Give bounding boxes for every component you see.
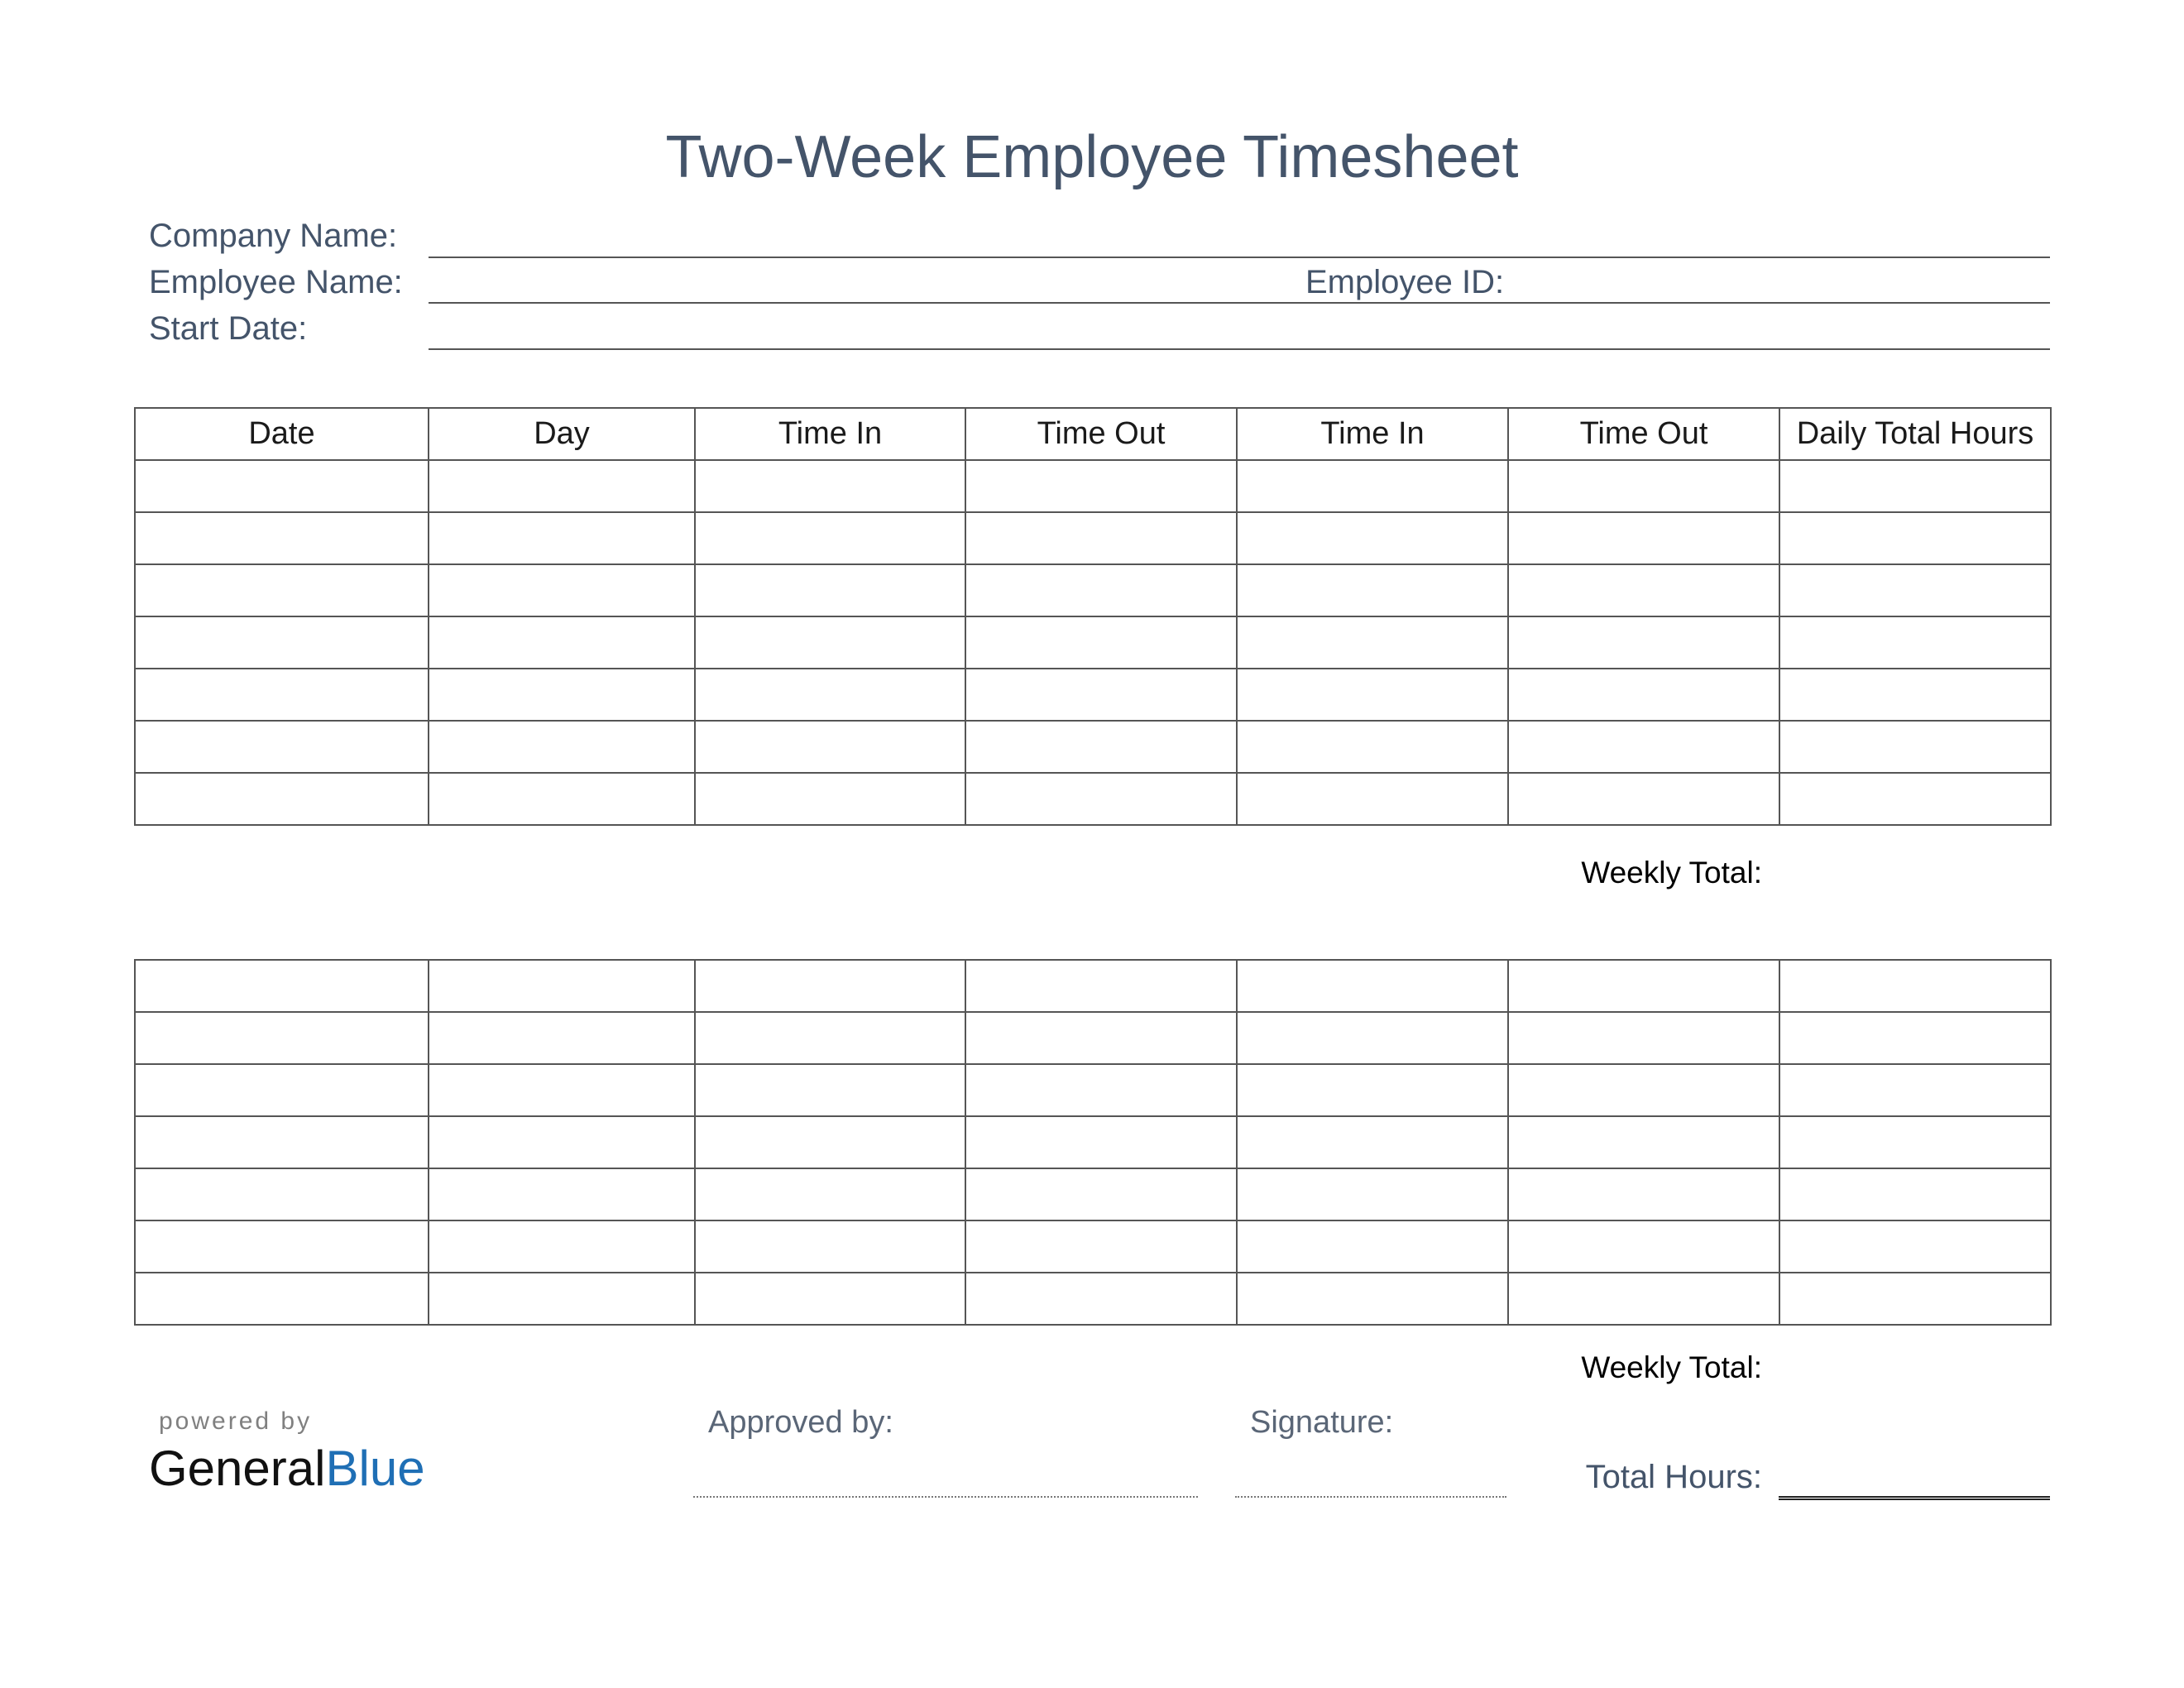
logo-text-general: General [149,1441,326,1496]
week1-cell-time-out-2[interactable] [1508,512,1779,564]
week1-cell-time-in-1[interactable] [695,460,965,512]
week1-cell-time-out-2[interactable] [1508,669,1779,721]
week2-cell-time-in-2[interactable] [1237,1168,1508,1220]
week2-cell-time-in-1[interactable] [695,1168,965,1220]
week1-cell-time-out-1[interactable] [965,616,1237,669]
week2-cell-time-in-1[interactable] [695,1064,965,1116]
powered-by-text: powered by [159,1407,313,1435]
approved-by-label: Approved by: [708,1405,893,1440]
week2-cell-date[interactable] [135,1273,429,1325]
column-header-time-out-2: Time Out [1508,408,1779,460]
week2-cell-time-in-1[interactable] [695,1012,965,1064]
week2-cell-date[interactable] [135,1116,429,1168]
column-header-daily-total-hours: Daily Total Hours [1779,408,2051,460]
table-row [135,1273,2051,1325]
week2-cell-day[interactable] [429,1012,695,1064]
week1-cell-time-out-1[interactable] [965,721,1237,773]
week2-cell-time-in-1[interactable] [695,1220,965,1273]
week2-cell-time-in-2[interactable] [1237,1116,1508,1168]
week1-cell-day[interactable] [429,616,695,669]
week2-cell-daily-total-hours[interactable] [1779,1220,2051,1273]
week2-cell-time-out-1[interactable] [965,1064,1237,1116]
week1-cell-time-out-1[interactable] [965,460,1237,512]
column-header-date: Date [135,408,429,460]
week1-cell-time-in-1[interactable] [695,564,965,616]
week2-cell-time-out-2[interactable] [1508,1220,1779,1273]
company-name-label: Company Name: [149,218,398,254]
employee-name-label: Employee Name: [149,264,403,300]
week1-cell-time-in-2[interactable] [1237,616,1508,669]
week2-cell-time-in-2[interactable] [1237,1273,1508,1325]
generalblue-logo [149,1440,425,1498]
week1-cell-daily-total-hours[interactable] [1779,773,2051,825]
week2-cell-time-in-2[interactable] [1237,1012,1508,1064]
week1-cell-daily-total-hours[interactable] [1779,512,2051,564]
week2-cell-day[interactable] [429,1064,695,1116]
week2-cell-time-out-2[interactable] [1508,1273,1779,1325]
week1-cell-day[interactable] [429,721,695,773]
week1-timesheet-table [134,407,2052,826]
week1-cell-time-in-1[interactable] [695,616,965,669]
week2-cell-date[interactable] [135,960,429,1012]
week1-cell-daily-total-hours[interactable] [1779,564,2051,616]
week1-cell-daily-total-hours[interactable] [1779,616,2051,669]
week1-cell-day[interactable] [429,773,695,825]
total-hours-field[interactable] [1779,1496,2050,1500]
week1-cell-time-in-2[interactable] [1237,460,1508,512]
week2-cell-time-out-1[interactable] [965,1116,1237,1168]
approved-by-field[interactable] [693,1496,1198,1498]
week1-cell-time-out-1[interactable] [965,512,1237,564]
column-header-time-in-1: Time In [695,408,965,460]
week1-cell-time-in-2[interactable] [1237,512,1508,564]
week2-cell-time-in-2[interactable] [1237,960,1508,1012]
week2-cell-time-out-2[interactable] [1508,960,1779,1012]
week1-cell-date[interactable] [135,773,429,825]
week2-cell-day[interactable] [429,1273,695,1325]
week2-cell-date[interactable] [135,1220,429,1273]
week1-weekly-total-label: Weekly Total: [1581,856,1762,890]
week2-cell-date[interactable] [135,1064,429,1116]
week1-cell-time-out-1[interactable] [965,669,1237,721]
week2-cell-day[interactable] [429,1116,695,1168]
table-row [135,669,2051,721]
signature-label: Signature: [1250,1405,1394,1440]
week1-cell-time-in-1[interactable] [695,773,965,825]
week2-cell-time-in-1[interactable] [695,960,965,1012]
week1-cell-day[interactable] [429,460,695,512]
table-row [135,1064,2051,1116]
start-date-label: Start Date: [149,310,308,347]
week1-cell-time-out-1[interactable] [965,773,1237,825]
table-row [135,721,2051,773]
company-name-field[interactable] [429,257,2050,258]
week1-cell-day[interactable] [429,564,695,616]
start-date-field[interactable] [429,348,2050,350]
week2-cell-time-out-1[interactable] [965,1012,1237,1064]
week1-cell-time-in-1[interactable] [695,669,965,721]
column-header-time-out-1: Time Out [965,408,1237,460]
week2-timesheet-table [134,959,2052,1326]
table-row [135,960,2051,1012]
column-header-time-in-2: Time In [1237,408,1508,460]
week2-cell-daily-total-hours[interactable] [1779,1273,2051,1325]
table-header-row [135,408,2051,460]
week2-cell-time-out-2[interactable] [1508,1064,1779,1116]
week2-cell-time-out-1[interactable] [965,1168,1237,1220]
week1-cell-time-in-2[interactable] [1237,721,1508,773]
table-row [135,1168,2051,1220]
week2-cell-time-in-2[interactable] [1237,1220,1508,1273]
employee-name-field[interactable] [429,302,2050,304]
week1-cell-time-out-1[interactable] [965,564,1237,616]
table-row [135,616,2051,669]
week1-cell-date[interactable] [135,669,429,721]
week1-cell-time-out-2[interactable] [1508,773,1779,825]
week1-cell-time-out-2[interactable] [1508,721,1779,773]
week1-cell-time-in-2[interactable] [1237,564,1508,616]
page-title: Two-Week Employee Timesheet [665,124,1519,190]
week2-cell-time-out-2[interactable] [1508,1168,1779,1220]
week2-cell-day[interactable] [429,960,695,1012]
week2-cell-time-in-1[interactable] [695,1116,965,1168]
logo-text-blue: Blue [325,1441,425,1496]
week2-cell-time-out-1[interactable] [965,960,1237,1012]
week1-cell-daily-total-hours[interactable] [1779,721,2051,773]
table-row [135,1220,2051,1273]
week2-cell-day[interactable] [429,1220,695,1273]
week2-cell-time-out-2[interactable] [1508,1116,1779,1168]
table-row [135,773,2051,825]
week2-cell-daily-total-hours[interactable] [1779,1116,2051,1168]
week1-cell-time-out-2[interactable] [1508,460,1779,512]
week1-cell-day[interactable] [429,669,695,721]
week1-cell-daily-total-hours[interactable] [1779,460,2051,512]
week2-cell-date[interactable] [135,1012,429,1064]
table-row [135,1116,2051,1168]
week2-cell-daily-total-hours[interactable] [1779,1168,2051,1220]
table-row [135,564,2051,616]
week2-weekly-total-label: Weekly Total: [1581,1350,1762,1384]
week1-cell-time-in-2[interactable] [1237,773,1508,825]
week1-cell-date[interactable] [135,721,429,773]
week2-cell-daily-total-hours[interactable] [1779,1064,2051,1116]
week1-cell-date[interactable] [135,564,429,616]
week2-cell-time-out-1[interactable] [965,1273,1237,1325]
week1-cell-date[interactable] [135,460,429,512]
week1-cell-date[interactable] [135,616,429,669]
week1-cell-daily-total-hours[interactable] [1779,669,2051,721]
week2-cell-time-out-1[interactable] [965,1220,1237,1273]
week1-cell-time-in-2[interactable] [1237,669,1508,721]
week1-cell-time-out-2[interactable] [1508,564,1779,616]
week2-cell-daily-total-hours[interactable] [1779,960,2051,1012]
week2-cell-date[interactable] [135,1168,429,1220]
employee-id-label: Employee ID: [1305,264,1505,300]
table-row [135,460,2051,512]
week2-cell-time-out-2[interactable] [1508,1012,1779,1064]
week2-cell-time-in-2[interactable] [1237,1064,1508,1116]
week1-cell-date[interactable] [135,512,429,564]
week2-cell-time-in-1[interactable] [695,1273,965,1325]
week2-cell-daily-total-hours[interactable] [1779,1012,2051,1064]
column-header-day: Day [429,408,695,460]
week1-cell-time-in-1[interactable] [695,512,965,564]
table-row [135,512,2051,564]
week2-cell-day[interactable] [429,1168,695,1220]
table-row [135,1012,2051,1064]
week1-cell-time-out-2[interactable] [1508,616,1779,669]
week1-cell-time-in-1[interactable] [695,721,965,773]
total-hours-label: Total Hours: [1585,1459,1762,1495]
week1-cell-day[interactable] [429,512,695,564]
